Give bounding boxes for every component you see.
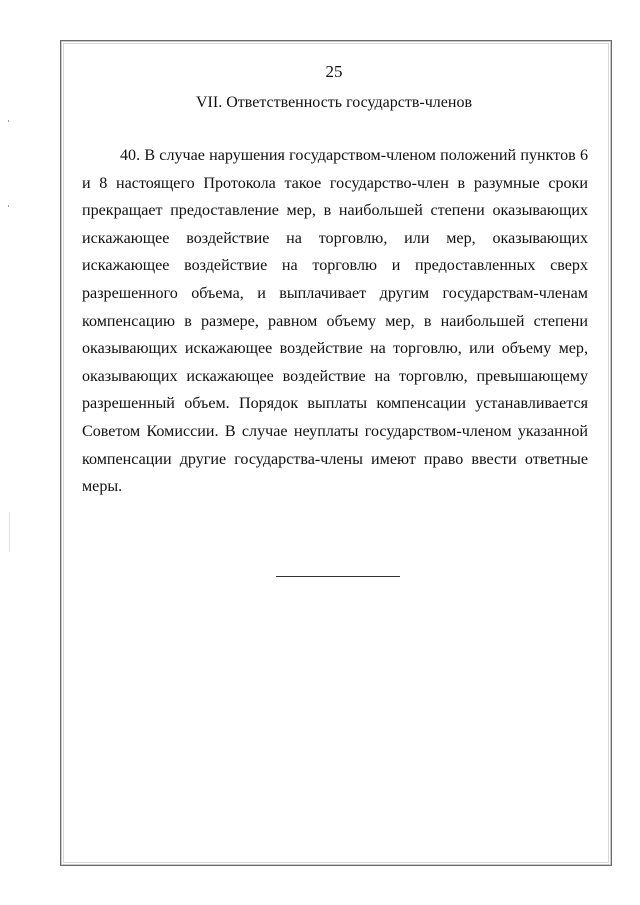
section-heading: VII. Ответственность государств-членов	[196, 94, 472, 111]
scan-artifact-mark	[8, 120, 9, 122]
scan-artifact-mark	[9, 512, 10, 552]
scan-artifact-mark	[8, 205, 9, 207]
end-of-text-rule	[276, 576, 400, 577]
page-number: 25	[325, 62, 343, 81]
paragraph-40: 40. В случае нарушения государством-членом положений пунктов 6 и 8 настоящего Протокола такое государство-член в разумные сроки прекращает предоставление мер, в наибольшей степени оказывающих искажающее воздействие на торговлю, или мер, оказывающих искажающее воздействие на торговлю и предоставленных сверх разрешенного объема, и выплачивает другим государствам-членам компенсацию в размере, равном объему мер, в наибольшей степени оказывающих искажающее воздействие на торговлю, или объему мер, оказывающих искажающее воздействие на торговлю, превышающему разрешенный объем. Порядок выплаты компенсации устанавливается Советом Комиссии. В случае неуплаты государством-членом указанной компенсации другие государства-члены имеют право ввести ответные меры.	[82, 147, 588, 496]
